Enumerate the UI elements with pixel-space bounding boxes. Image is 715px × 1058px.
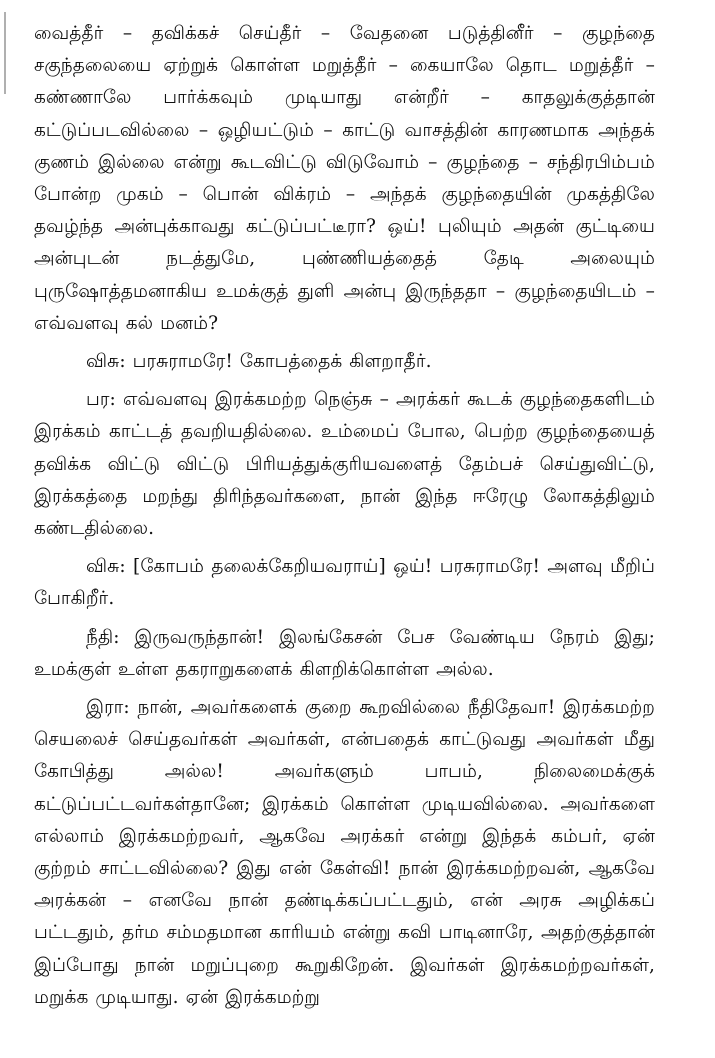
visu-angry-dialogue: விசு: [கோபம் தலைக்கேறியவராய்] ஒய்! பரசுராமரே! அளவு மீறிப் போகிறீர். xyxy=(34,556,655,610)
neethi-dialogue: நீதி: இருவருந்தான்! இலங்கேசன் பேச வேண்டிய நேரம் இது; உமக்குள் உள்ள தகராறுகளைக் கிளறிக்கொள்ள அல்ல. xyxy=(34,626,655,680)
tamil-dialogue-text xyxy=(34,18,655,1014)
opening-paragraph: வைத்தீர் – தவிக்கச் செய்தீர் – வேதனை படுத்தினீர் – குழந்தை சகுந்தலையை ஏற்றுக் கொள்ள மறுத்தீர் – கையாலே தொட மறுத்தீர் – கண்ணாலே பார்க்கவும் முடியாது என்றீர் – காதலுக்குத்தான் கட்டுப்படவில்லை – ஒழியட்டும் – காட்டு வாசத்தின் காரணமாக அந்தக் குணம் இல்லை என்று கூடவிட்டு விடுவோம் – குழந்தை – சந்திரபிம்பம் போன்ற முகம் – பொன் விக்ரம் – அந்தக் குழந்தையின் முகத்திலே தவழ்ந்த அன்புக்காவது கட்டுப்பட்டீரா? ஒய்! புலியும் அதன் குட்டியை அன்புடன் நடத்துமே, புண்ணியத்தைத் தேடி அலையும் புருஷோத்தமனாகிய உமக்குத் துளி அன்பு இருந்ததா – குழந்தையிடம் – எவ்வளவு கல் மனம்? xyxy=(34,23,655,334)
para-dialogue: பர: எவ்வளவு இரக்கமற்ற நெஞ்சு – அரக்கர் கூடக் குழந்தைகளிடம் இரக்கம் காட்டத் தவறியதில்லை. உம்மைப் போல, பெற்ற குழந்தையைத் தவிக்க விட்டு விட்டு பிரியத்துக்குரியவளைத் தேம்பச் செய்துவிட்டு, இரக்கத்தை மறந்து திரிந்தவர்களை, நான் இந்த ஈரேழு லோகத்திலும் கண்டதில்லை. xyxy=(34,389,655,540)
visu-dialogue: விசு: பரசுராமரே! கோபத்தைக் கிளறாதீர். xyxy=(86,351,432,373)
margin-scan-mark xyxy=(4,12,6,94)
ira-dialogue: இரா: நான், அவர்களைக் குறை கூறவில்லை நீதிதேவா! இரக்கமற்ற செயலைச் செய்தவர்கள் அவர்கள், என்பதைக் காட்டுவது அவர்கள் மீது கோபித்து அல்ல! அவர்களும் பாபம், நிலைமைக்குக் கட்டுப்பட்டவர்கள்தானே; இரக்கம் கொள்ள முடியவில்லை. அவர்களை எல்லாம் இரக்கமற்றவர், ஆகவே அரக்கர் என்று இந்தக் கம்பர், ஏன் குற்றம் சாட்டவில்லை? இது என் கேள்வி! நான் இரக்கமற்றவன், ஆகவே அரக்கன் – எனவே நான் தண்டிக்கப்பட்டதும், என் அரசு அழிக்கப் பட்டதும், தர்ம சம்மதமான காரியம் என்று கவி பாடினாரே, அதற்குத்தான் இப்போது நான் மறுப்புறை கூறுகிறேன். இவர்கள் இரக்கமற்றவர்கள், மறுக்க முடியாது. ஏன் இரக்கமற்று xyxy=(34,697,655,1008)
